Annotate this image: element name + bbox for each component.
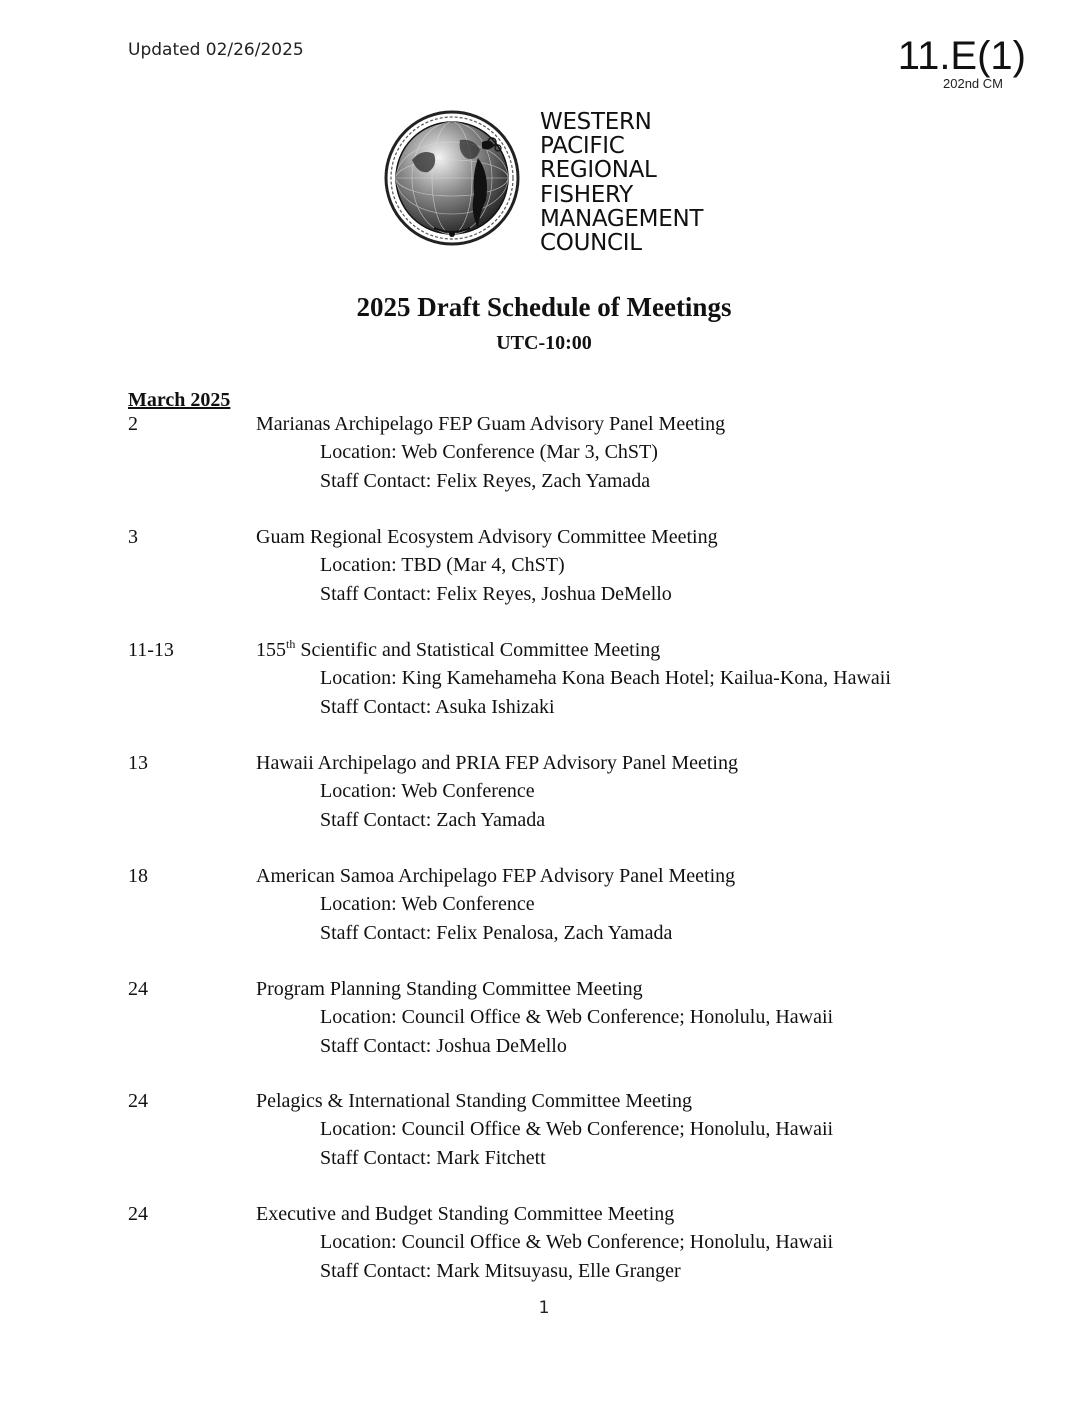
meeting-location: Location: King Kamehameha Kona Beach Hotel; Kailua-Kona, Hawaii [320, 667, 891, 690]
meeting-title: Marianas Archipelago FEP Guam Advisory Panel Meeting [256, 413, 726, 435]
meeting-title: American Samoa Archipelago FEP Advisory Panel Meeting [256, 865, 736, 887]
meeting-entry [128, 1200, 988, 1285]
meeting-staff-contact: Staff Contact: Joshua DeMello [320, 1034, 567, 1057]
organization-name-line: REGIONAL [540, 157, 657, 184]
meeting-date: 24 [128, 1090, 148, 1112]
updated-date: Updated 02/26/2025 [128, 40, 304, 60]
meeting-entry [128, 975, 988, 1060]
meeting-date: 24 [128, 978, 148, 1000]
meeting-title: Hawaii Archipelago and PRIA FEP Advisory Panel Meeting [256, 752, 738, 774]
meeting-date: 13 [128, 752, 148, 774]
meeting-staff-contact: Staff Contact: Felix Reyes, Zach Yamada [320, 469, 651, 492]
meeting-date: 2 [128, 413, 138, 435]
organization-name-line: FISHERY [540, 181, 633, 208]
organization-name-line: COUNCIL [540, 230, 642, 257]
meeting-date: 11-13 [128, 639, 174, 661]
meeting-date: 3 [128, 526, 138, 548]
meeting-staff-contact: Staff Contact: Mark Fitchett [320, 1146, 546, 1169]
meeting-title: Program Planning Standing Committee Meeting [256, 978, 643, 1000]
meeting-staff-contact: Staff Contact: Mark Mitsuyasu, Elle Granger [320, 1259, 681, 1282]
organization-name [540, 110, 703, 255]
meeting-entry [128, 523, 988, 608]
meeting-staff-contact: Staff Contact: Asuka Ishizaki [320, 695, 555, 718]
meeting-staff-contact: Staff Contact: Felix Penalosa, Zach Yamada [320, 921, 673, 944]
meeting-location: Location: Council Office & Web Conference; Honolulu, Hawaii [320, 1118, 834, 1141]
document-id: 11.E(1) [897, 34, 1026, 78]
page-title: 2025 Draft Schedule of Meetings [356, 292, 732, 322]
meeting-date: 24 [128, 1203, 148, 1225]
timezone-subtitle: UTC-10:00 [496, 332, 592, 354]
meeting-entry [128, 1087, 988, 1172]
meeting-ordinal-suffix: th [286, 637, 296, 651]
organization-name-line: WESTERN [540, 109, 652, 135]
organization-name-line: MANAGEMENT [540, 205, 704, 232]
meeting-entry [128, 749, 988, 834]
meeting-title: Guam Regional Ecosystem Advisory Committee Meeting [256, 526, 718, 548]
council-logo [382, 108, 522, 248]
page-number: 1 [538, 1298, 550, 1318]
meeting-title-text: Scientific and Statistical Committee Meeting [300, 639, 661, 661]
meeting-title: Executive and Budget Standing Committee Meeting [256, 1203, 675, 1225]
meeting-date: 18 [128, 865, 148, 887]
meeting-ordinal: 155 [256, 639, 286, 661]
meeting-location: Location: Web Conference [320, 893, 535, 916]
organization-name-line: PACIFIC [540, 133, 625, 160]
meeting-entry [128, 636, 988, 721]
meeting-location: Location: Council Office & Web Conference; Honolulu, Hawaii [320, 1231, 834, 1254]
meeting-staff-contact: Staff Contact: Felix Reyes, Joshua DeMello [320, 582, 672, 605]
meeting-location: Location: TBD (Mar 4, ChST) [320, 554, 565, 577]
meeting-title: Pelagics & International Standing Committee Meeting [256, 1090, 693, 1112]
meeting-location: Location: Web Conference (Mar 3, ChST) [320, 441, 658, 464]
meeting-entry [128, 410, 988, 495]
meeting-entry [128, 862, 988, 947]
month-heading: March 2025 [128, 389, 231, 411]
meeting-staff-contact: Staff Contact: Zach Yamada [320, 808, 546, 831]
meeting-location: Location: Web Conference [320, 780, 535, 803]
meeting-title [256, 636, 660, 664]
document-subtitle: 202nd CM [943, 76, 1003, 91]
meeting-location: Location: Council Office & Web Conference; Honolulu, Hawaii [320, 1006, 834, 1029]
